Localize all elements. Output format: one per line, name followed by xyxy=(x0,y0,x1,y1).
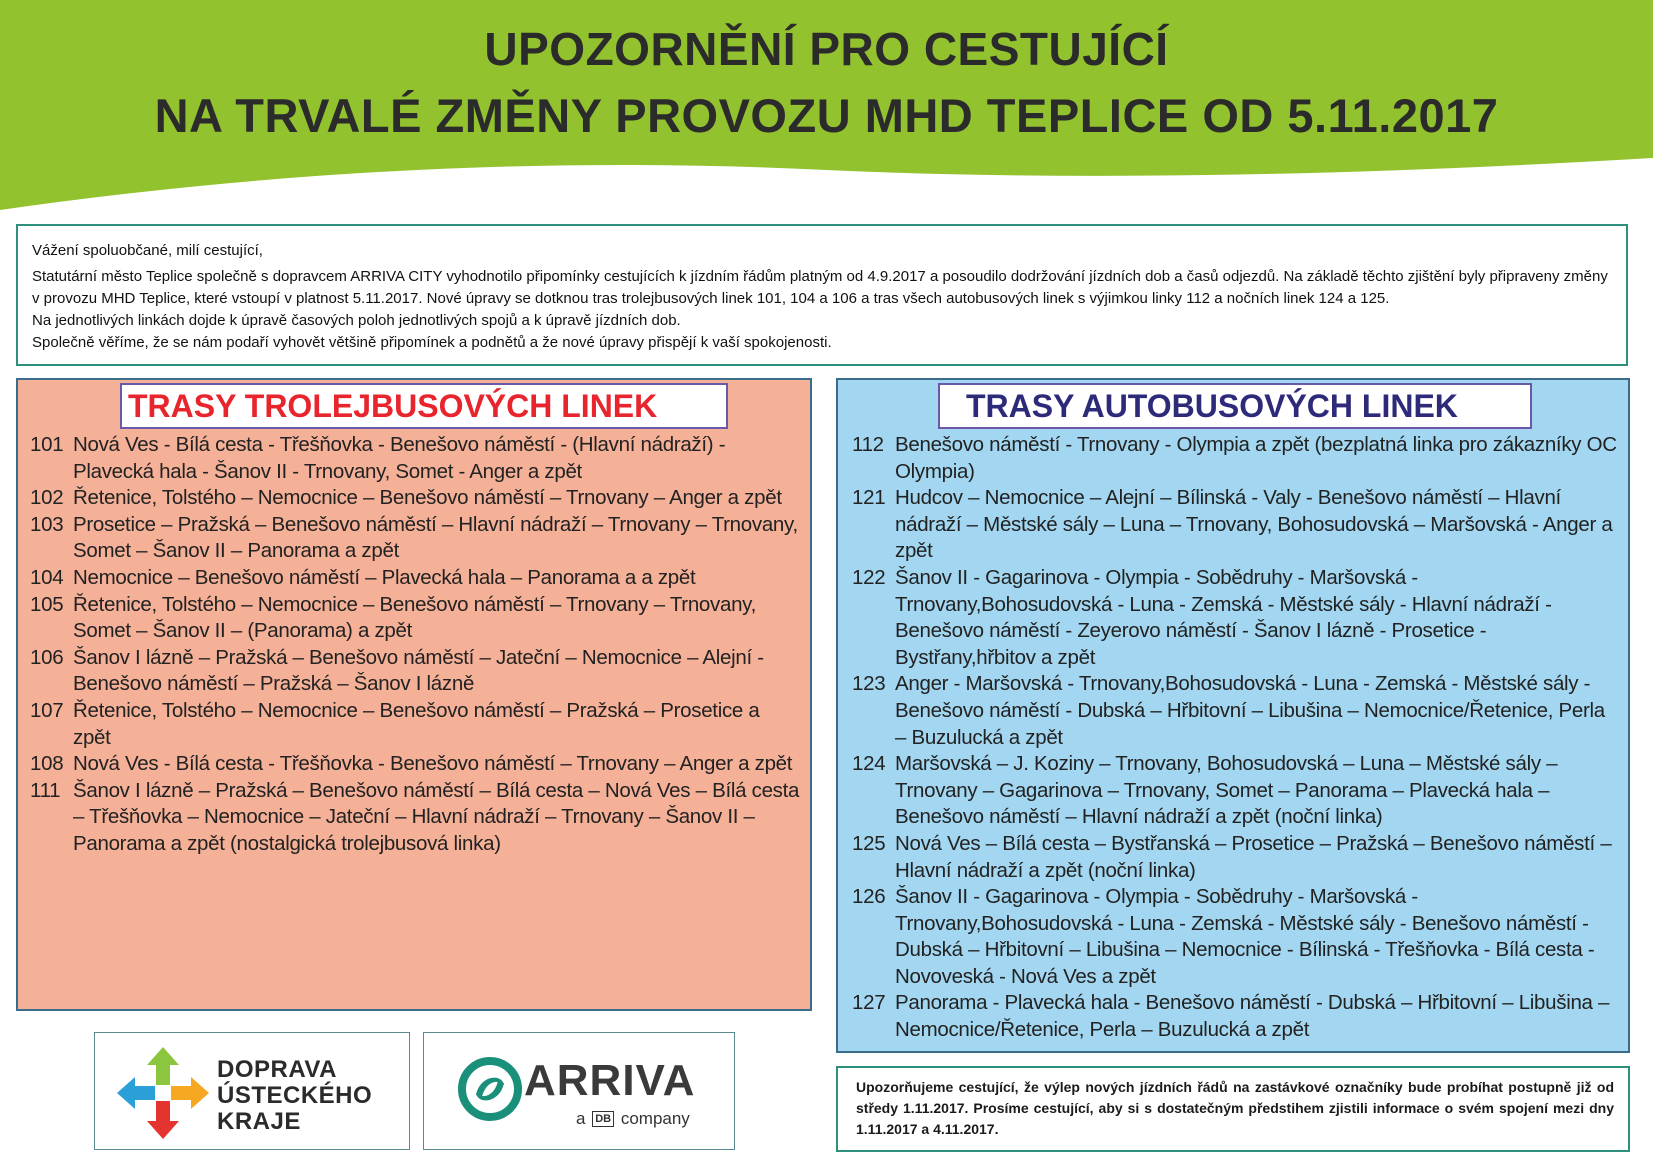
trolleybus-route xyxy=(30,565,802,592)
trolleybus-panel xyxy=(16,378,812,1011)
trolleybus-route xyxy=(30,485,802,512)
arriva-tagline xyxy=(576,1109,690,1129)
arriva-wordmark: ARRIVA xyxy=(524,1056,696,1105)
four-arrows-icon xyxy=(113,1043,213,1143)
trolleybus-route xyxy=(30,751,802,778)
route-number: 125 xyxy=(852,831,886,855)
db-logo: DB xyxy=(592,1111,614,1127)
doprava-ustecky-kraj-logo xyxy=(94,1032,410,1150)
arriva-tagline-company: company xyxy=(620,1109,690,1128)
route-stops: Nová Ves - Bílá cesta - Třešňovka - Benešovo náměstí – Trnovany – Anger a zpět xyxy=(73,752,793,776)
route-stops: Nová Ves – Bílá cesta – Bystřanská – Prosetice – Pražská – Benešovo náměstí – Hlavní nádraží a zpět (noční linka) xyxy=(895,831,1612,882)
doprava-logo-line-2: ÚSTECKÉHO xyxy=(217,1082,373,1109)
doprava-logo-line-3: KRAJE xyxy=(217,1108,301,1135)
route-stops: Řetenice, Tolstého – Nemocnice – Benešovo náměstí – Trnovany – Trnovany, Somet – Šanov II – (Panorama) a zpět xyxy=(73,592,757,643)
trolleybus-route xyxy=(30,698,802,751)
route-number: 104 xyxy=(30,565,64,589)
trolleybus-panel-title: TRASY TROLEJBUSOVÝCH LINEK xyxy=(120,383,728,429)
route-stops: Řetenice, Tolstého – Nemocnice – Benešovo náměstí – Pražská – Prosetice a zpět xyxy=(73,698,760,749)
intro-line-2: Na jednotlivých linkách dojde k úpravě časových poloh jednotlivých spojů a k úpravě jízdních dob. xyxy=(32,312,681,329)
route-number: 105 xyxy=(30,592,64,616)
doprava-logo-text xyxy=(217,1057,372,1135)
route-stops: Panorama - Plavecká hala - Benešovo náměstí - Dubská – Hřbitovní – Libušina – Nemocnice/Řetenice, Perla – Buzulucká a zpět xyxy=(895,991,1610,1042)
route-stops: Prosetice – Pražská – Benešovo náměstí – Hlavní nádraží – Trnovany – Trnovany, Somet – Šanov II – Panorama a zpět xyxy=(73,512,798,563)
route-number: 103 xyxy=(30,512,64,536)
route-number: 123 xyxy=(852,672,886,696)
route-number: 102 xyxy=(30,486,64,510)
intro-greeting: Vážení spoluobčané, milí cestující, xyxy=(32,242,263,259)
bus-panel xyxy=(836,378,1630,1053)
bus-route xyxy=(852,831,1620,884)
header-banner xyxy=(0,0,1653,215)
route-number: 106 xyxy=(30,645,64,669)
title-line-2: NA TRVALÉ ZMĚNY PROVOZU MHD TEPLICE OD 5.11.2017 xyxy=(154,89,1499,142)
route-stops: Nová Ves - Bílá cesta - Třešňovka - Benešovo náměstí - (Hlavní nádraží) - Plavecká hala - Šanov II - Trnovany, Somet - Anger a zpět xyxy=(73,433,726,483)
route-number: 111 xyxy=(30,778,61,802)
bus-route-list xyxy=(852,432,1620,1044)
trolleybus-route xyxy=(30,592,802,645)
route-stops: Maršovská – J. Koziny – Trnovany, Bohosudovská – Luna – Městské sály – Trnovany – Gagarinova – Trnovany, Somet – Panorama – Plavecká hala – Benešovo náměstí – Hlavní nádraží a zpět (noční linka) xyxy=(895,752,1558,829)
trolleybus-route xyxy=(30,432,802,485)
title-line-1: UPOZORNĚNÍ PRO CESTUJÍCÍ xyxy=(484,23,1169,75)
route-number: 121 xyxy=(852,486,886,510)
route-stops: Šanov I lázně – Pražská – Benešovo náměstí – Bílá cesta – Nová Ves – Bílá cesta – Třešňovka – Nemocnice – Jateční – Hlavní nádraží – Trnovany – Šanov II – Panorama a zpět (nostalgická trolejbusová linka) xyxy=(73,778,800,855)
bus-route xyxy=(852,432,1620,485)
trolleybus-route xyxy=(30,645,802,698)
trolleybus-route xyxy=(30,778,802,858)
route-number: 126 xyxy=(852,885,886,909)
notice-box: Upozorňujeme cestující, že výlep nových jízdních řádů na zastávkové označníky bude probíhat postupně již od středy 1.11.2017. Prosíme cestující, aby si s dostatečným předstihem zjistili informace o svém spojení mezi dny 1.11.2017 a 4.11.2017. xyxy=(836,1066,1630,1152)
route-stops: Nemocnice – Benešovo náměstí – Plavecká hala – Panorama a a zpět xyxy=(73,565,696,589)
bus-route xyxy=(852,751,1620,831)
bus-route xyxy=(852,671,1620,751)
route-number: 101 xyxy=(30,433,64,456)
route-stops: Anger - Maršovská - Trnovany,Bohosudovská - Luna - Zemská - Městské sály - Benešovo náměstí - Dubská – Hřbitovní – Libušina – Nemocnice/Řetenice, Perla – Buzulucká a zpět xyxy=(895,672,1605,749)
arriva-tagline-a: a xyxy=(576,1109,586,1128)
route-stops: Řetenice, Tolstého – Nemocnice – Benešovo náměstí – Trnovany – Anger a zpět xyxy=(73,486,782,510)
intro-line-3: Společně věříme, že se nám podaří vyhovět většině připomínek a podnětů a že nové úpravy přispějí k vaší spokojenosti. xyxy=(32,334,832,351)
arriva-swirl-icon xyxy=(458,1057,522,1121)
bus-route xyxy=(852,884,1620,990)
route-number: 124 xyxy=(852,752,886,776)
trolleybus-route-list xyxy=(30,432,802,858)
route-number: 112 xyxy=(852,433,884,456)
route-number: 107 xyxy=(30,698,64,722)
bus-panel-title: TRASY AUTOBUSOVÝCH LINEK xyxy=(938,383,1532,429)
route-number: 108 xyxy=(30,752,64,776)
doprava-logo-line-1: DOPRAVA xyxy=(217,1056,337,1083)
route-stops: Šanov I lázně – Pražská – Benešovo náměstí – Jateční – Nemocnice – Alejní - Benešovo náměstí – Pražská – Šanov I lázně xyxy=(73,645,764,696)
route-stops: Hudcov – Nemocnice – Alejní – Bílinská - Valy - Benešovo náměstí – Hlavní nádraží – Městské sály – Luna – Trnovany, Bohosudovská – Maršovská - Anger a zpět xyxy=(895,486,1613,563)
intro-box xyxy=(16,224,1628,366)
bus-route xyxy=(852,485,1620,565)
bus-route xyxy=(852,565,1620,671)
arriva-logo xyxy=(423,1032,735,1150)
route-stops: Šanov II - Gagarinova - Olympia - Sobědruhy - Maršovská - Trnovany,Bohosudovská - Luna - Zemská - Městské sály - Benešovo náměstí - Dubská – Hřbitovní – Libušina – Nemocnice - Bílinská - Třešňovka - Bílá cesta - Novoveská - Nová Ves a zpět xyxy=(895,885,1595,988)
route-stops: Šanov II - Gagarinova - Olympia - Sobědruhy - Maršovská - Trnovany,Bohosudovská - Luna - Zemská - Městské sály - Hlavní nádraží - Benešovo náměstí - Zeyerovo náměstí - Šanov I lázně - Prosetice - Bystřany,hřbitov a zpět xyxy=(895,565,1552,669)
route-stops: Benešovo náměstí - Trnovany - Olympia a zpět (bezplatná linka pro zákazníky OC Olympia) xyxy=(895,433,1617,483)
route-number: 127 xyxy=(852,991,886,1015)
intro-paragraph: Statutární město Teplice společně s dopravcem ARRIVA CITY vyhodnotilo připomínky cestujících k jízdním řádům platným od 4.9.2017 a posoudilo dodržování jízdních dob a časů odjezdů. Na základě těchto zjištění byly připraveny změny v provozu MHD Teplice, které vstoupí v platnost 5.11.2017. Nové úpravy se dotknou tras trolejbusových linek 101, 104 a 106 a tras všech autobusových linek s výjimkou linky 112 a nočních linek 124 a 125. xyxy=(32,268,1608,307)
bus-route xyxy=(852,990,1620,1043)
trolleybus-route xyxy=(30,512,802,565)
route-number: 122 xyxy=(852,565,886,589)
